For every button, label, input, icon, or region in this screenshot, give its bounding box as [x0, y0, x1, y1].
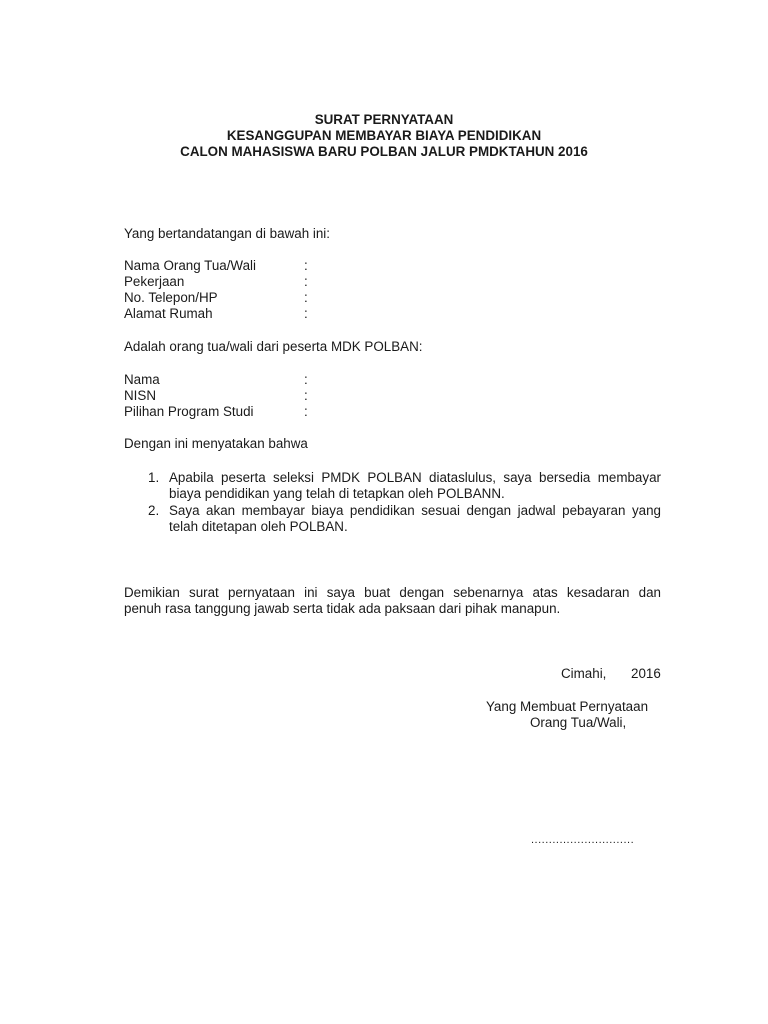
signature-role: Orang Tua/Wali,: [530, 715, 627, 730]
field-address: [124, 306, 213, 322]
statement-item: [148, 470, 661, 502]
place-text: Cimahi,: [561, 666, 607, 681]
date-year: 2016: [631, 666, 661, 681]
field-phone: [124, 290, 218, 306]
field-separator: :: [304, 372, 308, 387]
signature-title: Yang Membuat Pernyataan: [486, 699, 649, 714]
field-separator: :: [304, 404, 308, 419]
closing-paragraph: [124, 585, 661, 617]
field-occupation: [124, 274, 184, 290]
field-label: Alamat Rumah: [124, 306, 213, 321]
relation-text: Adalah orang tua/wali dari peserta MDK POLBAN:: [124, 339, 423, 354]
closing-line-2: penuh rasa tanggung jawab serta tidak ada paksaan dari pihak manapun.: [124, 601, 561, 616]
field-label: NISN: [124, 388, 156, 403]
statement-text: Apabila peserta seleksi PMDK POLBAN diataslulus, saya bersedia membayar biaya pendidikan yang telah di tetapkan oleh POLBANN.: [169, 470, 661, 501]
heading-line-1: SURAT PERNYATAAN: [314, 112, 454, 127]
statement-text: Saya akan membayar biaya pendidikan sesuai dengan jadwal pebayaran yang telah ditetapan oleh POLBAN.: [169, 503, 661, 534]
field-study-program: [124, 404, 254, 420]
closing-line-1: Demikian surat pernyataan ini saya buat dengan sebenarnya atas kesadaran dan: [124, 585, 661, 600]
field-separator: :: [304, 388, 308, 403]
statement-number: 2.: [148, 503, 160, 518]
intro-text: Yang bertandatangan di bawah ini:: [124, 226, 330, 241]
signature-line: .............................: [531, 834, 635, 846]
field-separator: :: [304, 306, 308, 321]
heading-line-2: KESANGGUPAN MEMBAYAR BIAYA PENDIDIKAN: [226, 128, 542, 143]
field-label: No. Telepon/HP: [124, 290, 218, 305]
field-label: Nama Orang Tua/Wali: [124, 258, 256, 273]
field-label: Pilihan Program Studi: [124, 404, 254, 419]
field-label: Nama: [124, 372, 160, 387]
heading-line-3: CALON MAHASISWA BARU POLBAN JALUR PMDKTAHUN 2016: [180, 144, 588, 159]
field-separator: :: [304, 274, 308, 289]
statement-item: [148, 503, 661, 535]
field-separator: :: [304, 290, 308, 305]
statement-number: 1.: [148, 470, 160, 485]
field-separator: :: [304, 258, 308, 273]
field-nisn: [124, 388, 156, 404]
field-label: Pekerjaan: [124, 274, 185, 289]
place-date: [561, 666, 606, 682]
field-student-name: [124, 372, 160, 388]
field-parent-name: [124, 258, 256, 274]
statement-intro: Dengan ini menyatakan bahwa: [124, 436, 308, 451]
